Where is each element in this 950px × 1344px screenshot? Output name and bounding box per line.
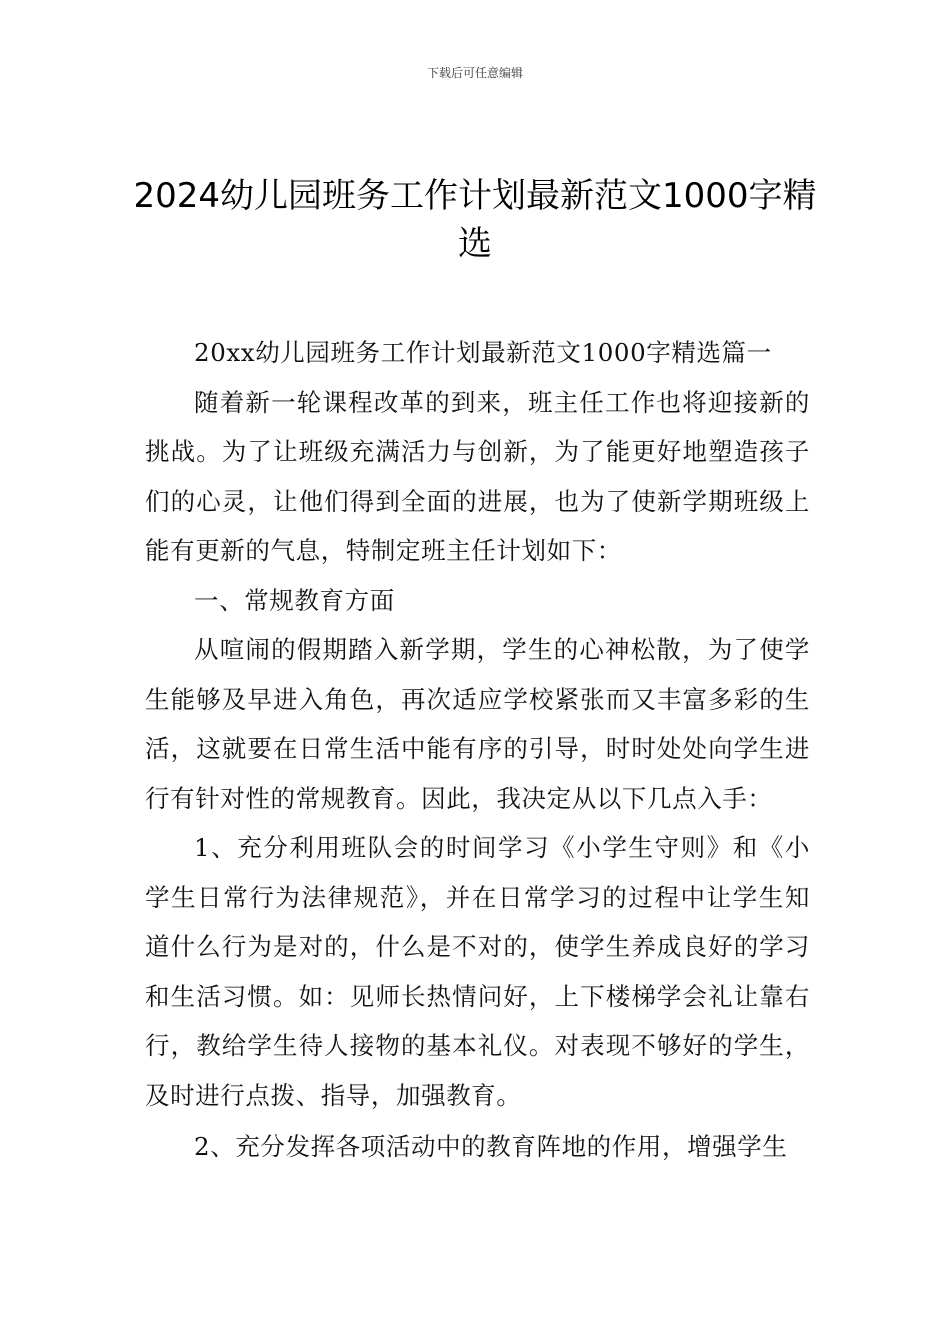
list-item-paragraph: 1、充分利用班队会的时间学习《小学生守则》和《小学生日常行为法律规范》，并在日常学习的过程中让学生知道什么行为是对的，什么是不对的，使学生养成良好的学习和生活习惯。如：见师长热情问好，上下楼梯学会礼让靠右行，教给学生待人接物的基本礼仪。对表现不够好的学生，及时进行点拨、指导，加强教育。 <box>145 833 810 1110</box>
document-title: 2024幼儿园班务工作计划最新范文1000字精选 <box>133 176 817 264</box>
body-paragraph: 随着新一轮课程改革的到来，班主任工作也将迎接新的挑战。为了让班级充满活力与创新，为了能更好地塑造孩子们的心灵，让他们得到全面的进展，也为了使新学期班级上能有更新的气息，特制定班主任计划如下： <box>145 387 810 565</box>
page-header-note: 下载后可任意编辑 <box>426 66 523 80</box>
document-body <box>145 328 810 1172</box>
body-paragraph: 从喧闹的假期踏入新学期，学生的心神松散，为了使学生能够及早进入角色，再次适应学校紧张而又丰富多彩的生活，这就要在日常生活中能有序的引导，时时处处向学生进行有针对性的常规教育。因此，我决定从以下几点入手： <box>145 635 810 813</box>
list-item-paragraph: 2、充分发挥各项活动中的教育阵地的作用，增强学生 <box>194 1132 788 1161</box>
subsection-heading: 一、常规教育方面 <box>194 585 395 615</box>
section-heading: 20xx幼儿园班务工作计划最新范文1000字精选篇一 <box>194 338 772 367</box>
